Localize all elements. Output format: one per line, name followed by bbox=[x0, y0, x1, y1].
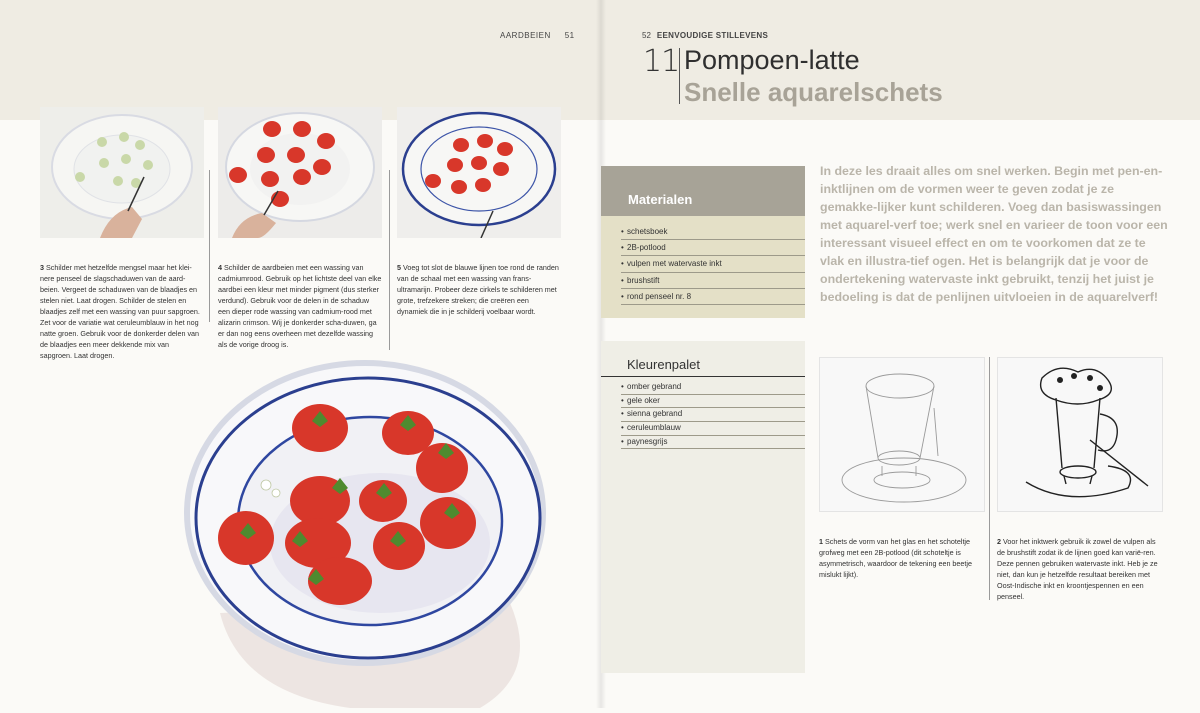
right-page-number: 52 bbox=[642, 31, 651, 40]
caption-step-2-text: Voor het inktwerk gebruik ik zowel de vulpen als de brushstift zodat ik de lijnen goed kan varië-ren. Deze pennen gebruiken watervaste inkt. Heb je ze niet, dan kun je hetzelfde resultaat bereiken met Oost-Indische inkt en kroontjespennen en een penseel. bbox=[997, 537, 1158, 601]
caption-step-1-number: 1 bbox=[819, 537, 823, 546]
materials-item: • brushstift bbox=[621, 273, 805, 289]
caption-step-3-text: Schilder met hetzelfde mengsel maar het klei-nere penseel de slagschaduwen van de aard-beien. Vergeet de schaduwen van de blaadjes en stelen niet. Laat drogen. Schilder de stelen en blaadjes zelf met een wassing van puur sapgroen. Zet voor de variatie wat ceruleumblauw in het nog natte groen. Gebruik voor de donkerder delen van de blaadjes een meer dekkende mix van sapgroen. Laat drogen. bbox=[40, 263, 200, 360]
materials-header-panel bbox=[601, 166, 805, 216]
materials-title: Materialen bbox=[628, 192, 693, 207]
lesson-title: Pompoen-latte bbox=[684, 45, 860, 75]
palette-item: • sienna gebrand bbox=[621, 408, 805, 422]
ink-sketch-image bbox=[997, 357, 1163, 512]
caption-step-4 bbox=[218, 262, 382, 350]
step-3-photo bbox=[40, 107, 204, 238]
materials-item: • schetsboek bbox=[621, 224, 805, 240]
caption-step-3-number: 3 bbox=[40, 263, 44, 272]
step-4-photo bbox=[218, 107, 382, 238]
caption-step-2 bbox=[997, 536, 1161, 602]
palette-list bbox=[621, 381, 805, 449]
palette-title-rule bbox=[601, 376, 805, 377]
lesson-intro: In deze les draait alles om snel werken. Begin met pen-en-inktlijnen om de vormen weer te geven zodat je ze gemakke-lijker kunt schilderen. Voeg dan basiswassingen met aquarel-verf toe; werk snel en varieer de toon voor een interessant visueel effect en om te voorkomen dat ze te vlak en illustra-tief ogen. Het is belangrijk dat je voor de ondertekening watervaste inkt gebruikt, tenzij het juist je bedoeling is dat de penlijnen uitvloeien in de aquarelverf! bbox=[820, 164, 1168, 304]
caption-step-1-text: Schets de vorm van het glas en het schoteltje grofweg met een 2B-potlood (dit schoteltje is asymmetrisch, waardoor de tekening een beetje mislukt lijkt). bbox=[819, 537, 973, 579]
lesson-number: 11 bbox=[643, 44, 680, 79]
caption-step-5-number: 5 bbox=[397, 263, 401, 272]
left-running-title: AARDBEIEN bbox=[500, 31, 551, 40]
pencil-sketch-image bbox=[819, 357, 985, 512]
caption-step-1 bbox=[819, 536, 983, 580]
palette-title: Kleurenpalet bbox=[627, 357, 700, 372]
right-running-head bbox=[642, 31, 768, 40]
caption-step-5-text: Voeg tot slot de blauwe lijnen toe rond de randen van de schaal met een wassing van frans-ultramarijn. Probeer deze cirkels te schilderen met grote, trefzekere streken; die creëren een dynamiek die in je schilderij voelbaar wordt. bbox=[397, 263, 559, 316]
palette-item: • gele oker bbox=[621, 395, 805, 409]
palette-item: • omber gebrand bbox=[621, 381, 805, 395]
column-rule-1 bbox=[209, 170, 210, 322]
lesson-subtitle: Snelle aquarelschets bbox=[684, 77, 943, 107]
materials-list bbox=[621, 224, 805, 305]
caption-step-2-number: 2 bbox=[997, 537, 1001, 546]
caption-step-5 bbox=[397, 262, 561, 317]
title-divider bbox=[679, 48, 680, 104]
strawberry-plate-painting bbox=[180, 353, 552, 708]
right-running-title: EENVOUDIGE STILLEVENS bbox=[656, 31, 769, 40]
palette-item: • ceruleumblauw bbox=[621, 422, 805, 436]
caption-step-4-number: 4 bbox=[218, 263, 222, 272]
left-page-number: 51 bbox=[564, 31, 575, 40]
left-running-head bbox=[500, 31, 575, 40]
step-5-photo bbox=[397, 107, 561, 238]
caption-step-3 bbox=[40, 262, 202, 361]
materials-item: • rond penseel nr. 8 bbox=[621, 289, 805, 305]
materials-item: • 2B-potlood bbox=[621, 240, 805, 256]
left-header-band bbox=[0, 0, 600, 120]
palette-item: • paynesgrijs bbox=[621, 436, 805, 450]
caption-step-4-text: Schilder de aardbeien met een wassing van cadmiumrood. Gebruik op het lichtste deel van elke aardbei een kleur met minder pigment (dus sterker verdund). Gebruik voor de delen in de schaduw een dieper rode wassing van cadmium-rood met alizarin crimson. Wij je donkerder scha-duwen, ga er dan nog eens overheen met dezelfde wassing als de vorige droog is. bbox=[218, 263, 382, 349]
materials-item: • vulpen met watervaste inkt bbox=[621, 256, 805, 272]
column-rule-2 bbox=[389, 170, 390, 350]
sketch-column-rule bbox=[989, 357, 990, 600]
